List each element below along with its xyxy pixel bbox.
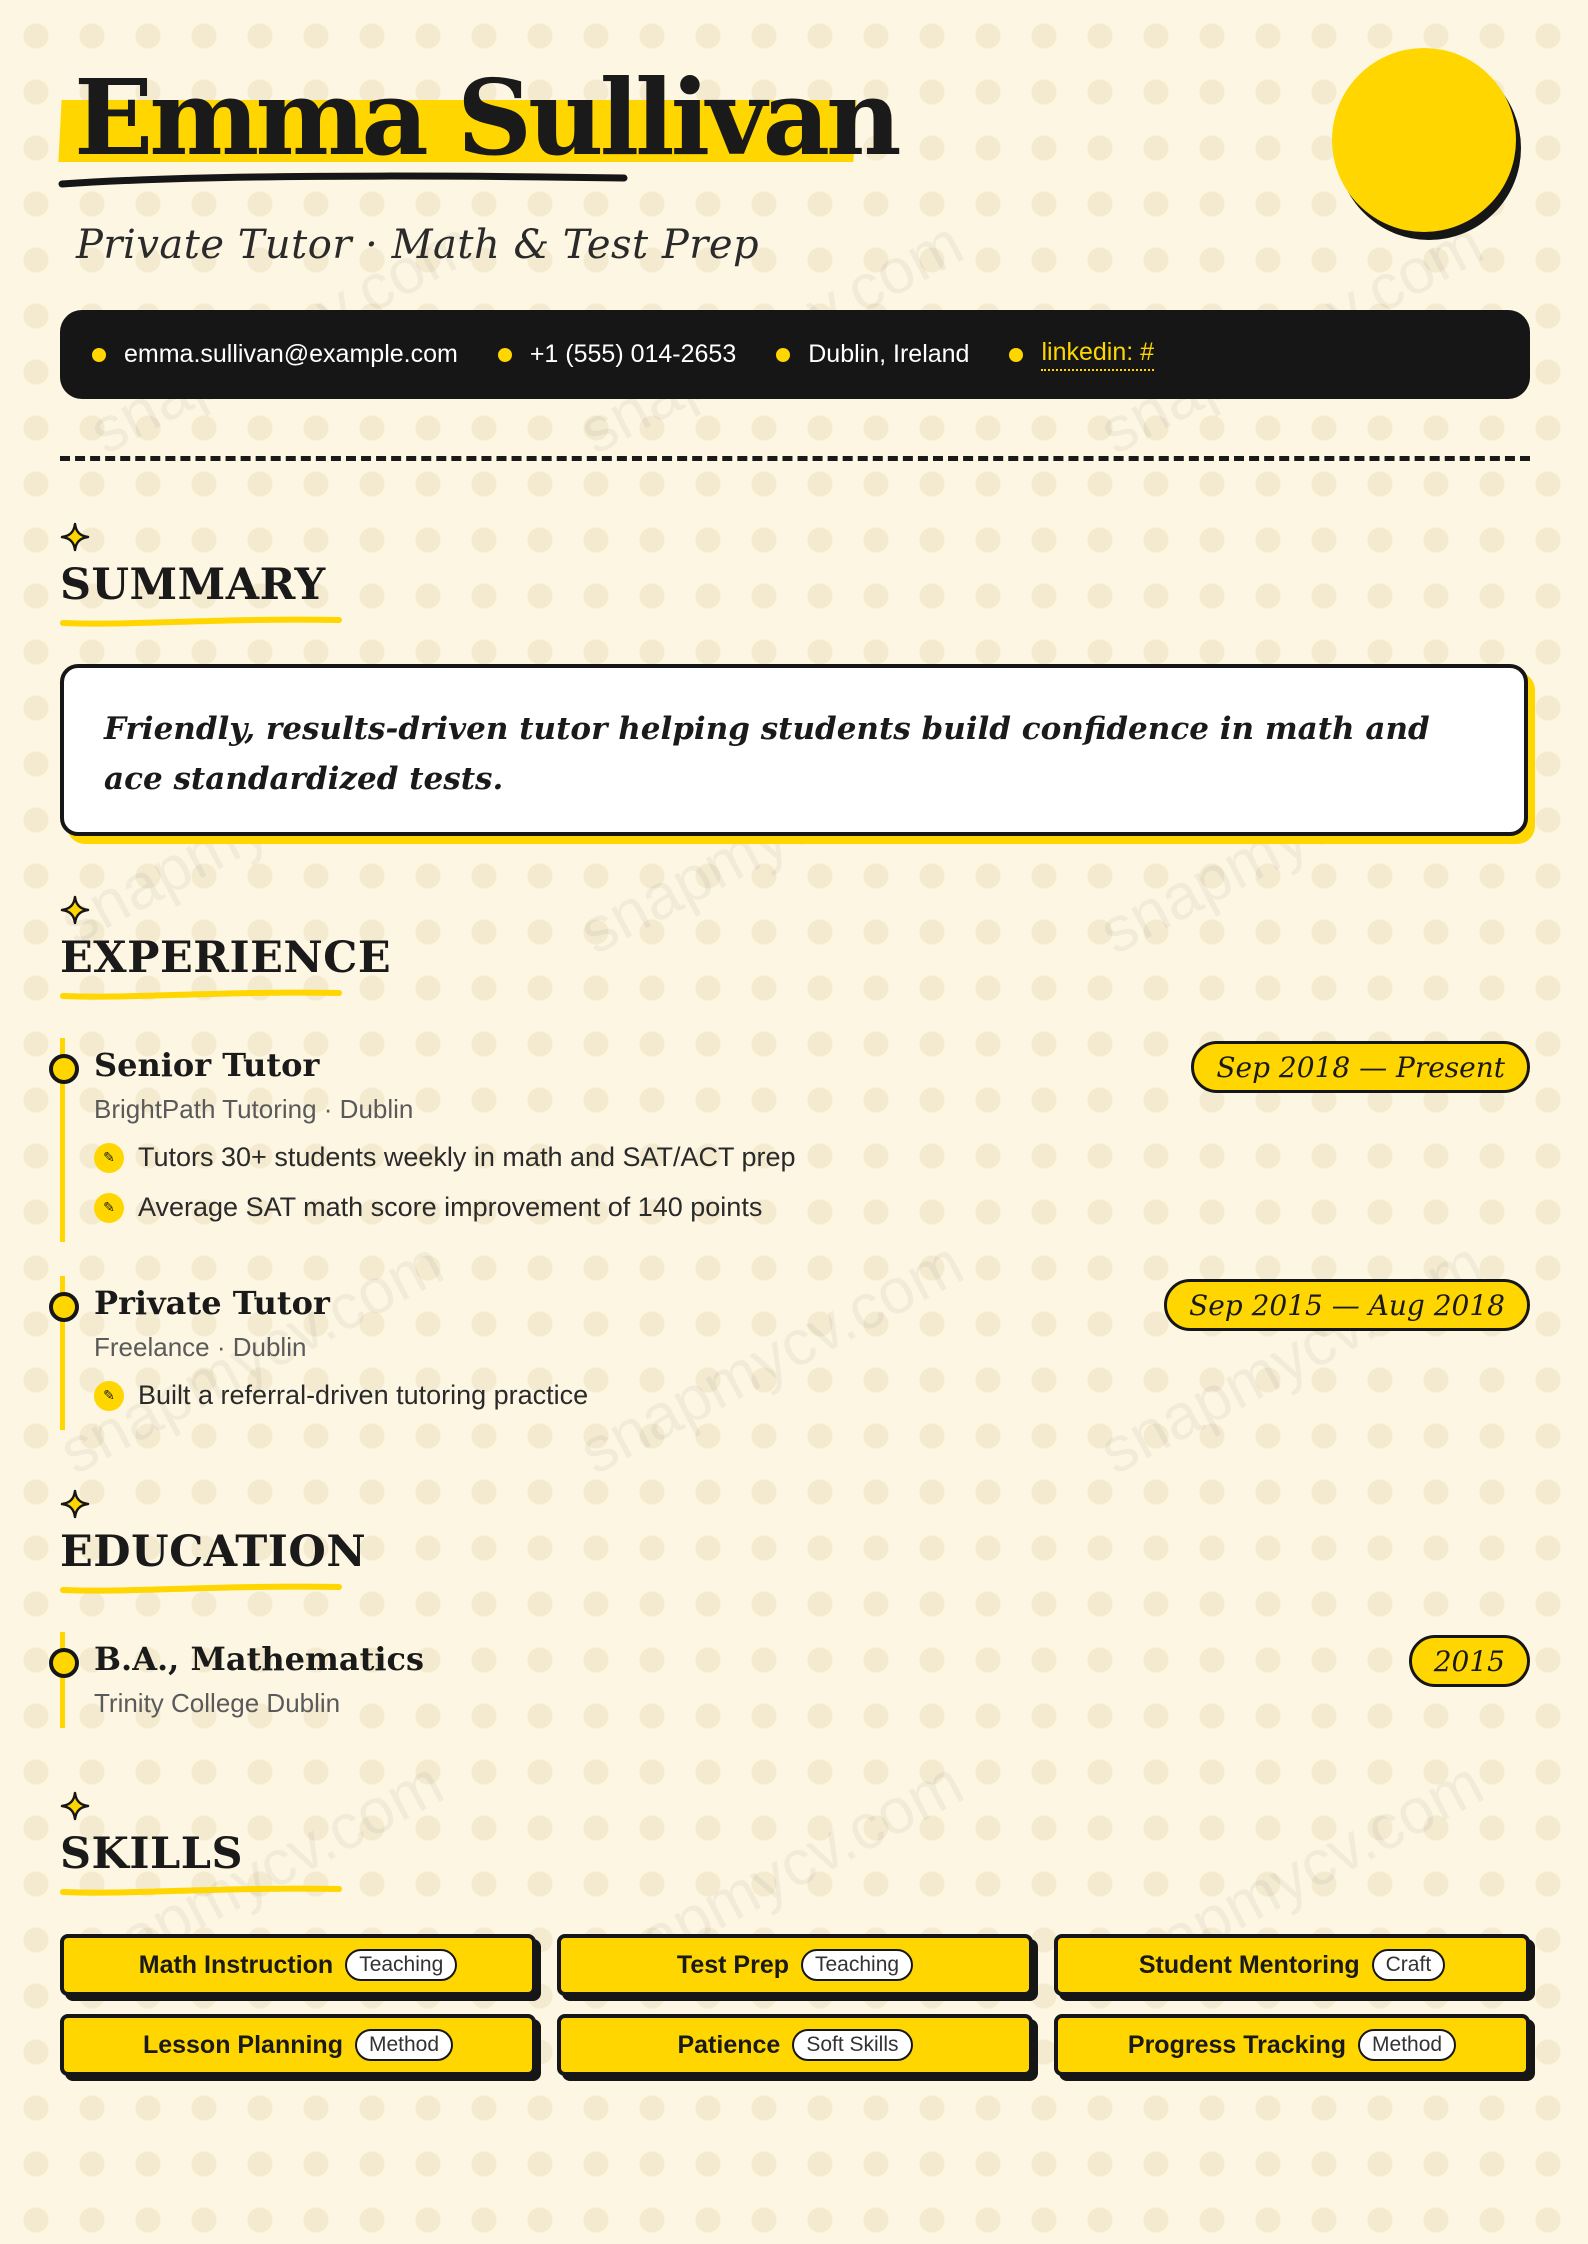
- bullet-text: Built a referral-driven tutoring practice: [138, 1380, 589, 1410]
- pencil-icon: ✎: [94, 1193, 124, 1223]
- sparkle-icon: [60, 1791, 90, 1821]
- year-badge: 2015: [1409, 1635, 1530, 1687]
- skill-chip: [1054, 1934, 1530, 1996]
- summary-card: [60, 664, 1528, 836]
- section-title: SKILLS: [60, 1829, 244, 1879]
- school-name: Trinity College Dublin: [94, 1688, 341, 1718]
- bullet-dot-icon: [92, 348, 106, 362]
- contact-email[interactable]: [92, 340, 458, 369]
- skill-name: Student Mentoring: [1138, 1950, 1360, 1979]
- bullet-text: Tutors 30+ students weekly in math and SAT/ACT prep: [138, 1142, 796, 1172]
- skill-chip: [557, 1934, 1033, 1996]
- sparkle-icon: [60, 1489, 90, 1519]
- contact-bar: [60, 310, 1530, 399]
- skill-name: Lesson Planning: [142, 2030, 343, 2059]
- bullet-dot-icon: [1009, 348, 1023, 362]
- experience-entry: [60, 1038, 1530, 1242]
- sparkle-icon: [60, 895, 90, 925]
- job-bullet: [94, 1380, 588, 1411]
- skill-category-tag: Method: [1358, 2029, 1456, 2061]
- skill-name: Patience: [677, 2030, 781, 2059]
- timeline-node: [49, 1648, 79, 1678]
- timeline-node: [49, 1054, 79, 1084]
- skill-name: Test Prep: [676, 1950, 789, 1979]
- job-bullet: [94, 1142, 796, 1173]
- name-underline: [58, 170, 628, 192]
- skills-grid: [60, 1934, 1530, 2076]
- skill-chip: [557, 2014, 1033, 2076]
- date-badge: Sep 2018 — Present: [1191, 1041, 1530, 1093]
- section-title: EXPERIENCE: [60, 933, 392, 983]
- skill-name: Progress Tracking: [1127, 2030, 1347, 2059]
- sparkle-icon: [60, 522, 90, 552]
- phone-text: +1 (555) 014-2653: [529, 340, 737, 368]
- skill-category-tag: Method: [355, 2029, 453, 2061]
- skill-category-tag: Teaching: [345, 1949, 457, 1981]
- contact-linkedin[interactable]: [1009, 338, 1154, 371]
- skill-chip: [60, 2014, 536, 2076]
- summary-text: Friendly, results-driven tutor helping students build confidence in math and ace standardized tests.: [104, 711, 1430, 797]
- skill-category-tag: Soft Skills: [792, 2029, 912, 2061]
- pencil-icon: ✎: [94, 1143, 124, 1173]
- contact-phone[interactable]: [498, 340, 736, 369]
- job-title: Private Tutor: [94, 1284, 330, 1322]
- timeline-bar: [60, 1632, 65, 1728]
- date-badge: Sep 2015 — Aug 2018: [1164, 1279, 1530, 1331]
- job-bullet: [94, 1192, 762, 1223]
- bullet-dot-icon: [776, 348, 790, 362]
- divider: [60, 456, 1530, 461]
- bullet-text: Average SAT math score improvement of 140 points: [138, 1192, 763, 1222]
- job-title: Senior Tutor: [94, 1046, 320, 1084]
- section-title: EDUCATION: [60, 1527, 367, 1577]
- job-org: Freelance · Dublin: [94, 1332, 307, 1362]
- skill-category-tag: Teaching: [801, 1949, 913, 1981]
- pencil-icon: ✎: [94, 1381, 124, 1411]
- section-title: SUMMARY: [60, 560, 326, 610]
- skill-category-tag: Craft: [1372, 1949, 1446, 1981]
- section-underline: [60, 614, 342, 628]
- timeline-node: [49, 1292, 79, 1322]
- tagline: Private Tutor · Math & Test Prep: [76, 222, 760, 268]
- linkedin-link[interactable]: linkedin: #: [1041, 338, 1154, 371]
- email-text: emma.sullivan@example.com: [124, 340, 458, 368]
- name-block: [60, 58, 898, 178]
- experience-entry: [60, 1276, 1530, 1430]
- education-entry: [60, 1632, 1530, 1728]
- section-underline: [60, 987, 342, 1001]
- skill-chip: [1054, 2014, 1530, 2076]
- section-underline: [60, 1581, 342, 1595]
- skill-chip: [60, 1934, 536, 1996]
- degree-title: B.A., Mathematics: [94, 1640, 425, 1678]
- skill-name: Math Instruction: [138, 1950, 334, 1979]
- decorative-circle: [1332, 48, 1516, 232]
- candidate-name: Emma Sullivan: [74, 56, 898, 179]
- job-org: BrightPath Tutoring · Dublin: [94, 1094, 414, 1124]
- section-underline: [60, 1883, 342, 1897]
- bullet-dot-icon: [498, 348, 512, 362]
- location-text: Dublin, Ireland: [808, 340, 970, 368]
- contact-location: [776, 340, 969, 369]
